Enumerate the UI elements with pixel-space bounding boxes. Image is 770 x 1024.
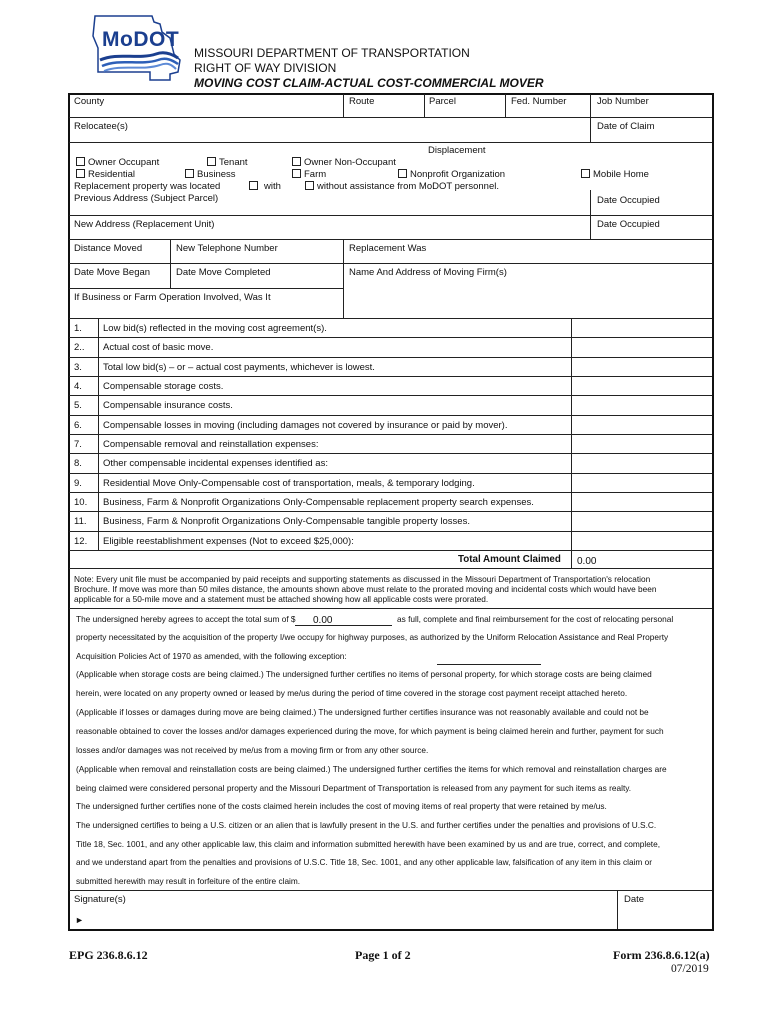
line-item-description: Residential Move Only-Compensable cost of transportation, meals, & temporary lodging. — [103, 477, 475, 489]
replacement-located-label: Replacement property was located — [74, 181, 221, 192]
job-number-label: Job Number — [597, 96, 649, 107]
agree-amount-value: 0.00 — [313, 615, 333, 626]
date-occupied-1-label: Date Occupied — [597, 195, 660, 206]
new-address-label: New Address (Replacement Unit) — [74, 219, 215, 230]
fed-number-label: Fed. Number — [511, 96, 567, 107]
line-item-number: 10. — [74, 496, 88, 508]
previous-address-label: Previous Address (Subject Parcel) — [74, 193, 219, 204]
line-item-number: 12. — [74, 535, 88, 547]
cert-line-15: submitted herewith may result in forfeiture of the entire claim. — [76, 876, 301, 886]
agree-prefix: The undersigned hereby agrees to accept the total sum of $ — [76, 614, 296, 624]
line-item-row — [69, 395, 712, 414]
parcel-label: Parcel — [429, 96, 456, 107]
line-item-description: Low bid(s) reflected in the moving cost agreement(s). — [103, 323, 327, 334]
exception-field[interactable] — [437, 664, 541, 665]
line-item-description: Compensable storage costs. — [103, 380, 224, 392]
agree-amount-field[interactable] — [295, 613, 392, 626]
business-farm-involved-label: If Business or Farm Operation Involved, Was It — [74, 292, 271, 303]
without-assistance-option[interactable]: without assistance from MoDOT personnel. — [305, 181, 499, 192]
nonprofit-option[interactable]: Nonprofit Organization — [398, 169, 505, 180]
cert-line-3: Acquisition Policies Act of 1970 as amended, with the following exception: — [76, 651, 347, 661]
line-item-amount-field[interactable] — [572, 319, 711, 336]
line-item-number: 3. — [74, 361, 82, 373]
total-amount-value[interactable]: 0.00 — [577, 556, 597, 567]
page-number: Page 1 of 2 — [355, 948, 411, 962]
tenant-checkbox[interactable] — [207, 157, 216, 166]
line-item-number: 2.. — [74, 342, 85, 354]
signature-field[interactable] — [90, 904, 615, 928]
cert-line-5: herein, were located on any property owned or leased by me/us during the period of time covered in the storage cost payment receipt attached hereto. — [76, 688, 628, 698]
line-item-row — [69, 453, 712, 472]
line-item-row — [69, 318, 712, 337]
distance-moved-label: Distance Moved — [74, 243, 143, 254]
cert-line-4: (Applicable when storage costs are being claimed.) The undersigned further certifies no items of personal property, for which storage costs are being claimed — [76, 669, 652, 679]
line-item-description: Business, Farm & Nonprofit Organizations Only-Compensable replacement property search expenses. — [103, 496, 534, 508]
line-item-description: Compensable losses in moving (including damages not covered by insurance or paid by mover). — [103, 419, 508, 431]
tenant-option[interactable]: Tenant — [207, 157, 248, 168]
line-item-number: 1. — [74, 323, 82, 334]
line-item-amount-field[interactable] — [572, 358, 711, 375]
relocatees-label: Relocatee(s) — [74, 121, 128, 132]
moving-firm-label: Name And Address of Moving Firm(s) — [349, 267, 507, 278]
logo-text: MoDOT — [102, 28, 180, 51]
division-name: RIGHT OF WAY DIVISION — [194, 61, 337, 75]
form-number: Form 236.8.6.12(a) — [613, 948, 710, 962]
line-item-amount-field[interactable] — [572, 338, 711, 355]
owner-occupant-checkbox[interactable] — [76, 157, 85, 166]
line-item-description: Other compensable incidental expenses identified as: — [103, 458, 328, 470]
without-checkbox[interactable] — [305, 181, 314, 190]
line-item-amount-field[interactable] — [572, 454, 711, 471]
cert-line-14: and we understand apart from the penalties and provisions of U.S.C. Title 18, Sec. 1001, and any other applicable law, falsification of any item in this claim or — [76, 857, 653, 867]
line-item-row — [69, 473, 712, 492]
line-item-row — [69, 376, 712, 395]
date-move-began-label: Date Move Began — [74, 267, 151, 278]
line-item-description: Actual cost of basic move. — [103, 342, 214, 354]
line-item-row — [69, 492, 712, 511]
agree-suffix: as full, complete and final reimbursement for the cost of relocating personal — [397, 614, 674, 624]
agency-name: MISSOURI DEPARTMENT OF TRANSPORTATION — [194, 46, 470, 60]
mobile-home-checkbox[interactable] — [581, 169, 590, 178]
line-item-row — [69, 337, 712, 356]
line-item-description: Total low bid(s) – or – actual cost payments, whichever is lowest. — [103, 361, 375, 373]
footer-epg: EPG 236.8.6.12 — [69, 948, 148, 962]
signature-arrow-icon: ► — [75, 915, 84, 925]
date-of-claim-label: Date of Claim — [597, 121, 655, 132]
cert-line-7: reasonable obtained to cover the losses and/or damages experienced during the move, for which payment is being claimed herein and further, payment for such — [76, 726, 664, 736]
line-item-row — [69, 434, 712, 453]
cert-line-6: (Applicable if losses or damages during move are being claimed.) The undersigned further certifies insurance was not reasonably available and could not be — [76, 707, 649, 717]
business-checkbox[interactable] — [185, 169, 194, 178]
line-item-amount-field[interactable] — [572, 435, 711, 452]
line-item-number: 6. — [74, 419, 82, 431]
date-move-completed-label: Date Move Completed — [176, 267, 271, 278]
line-item-amount-field[interactable] — [572, 396, 711, 413]
replacement-was-label: Replacement Was — [349, 243, 427, 254]
line-item-divider — [69, 550, 712, 551]
owner-non-occupant-option[interactable]: Owner Non-Occupant — [292, 157, 396, 168]
line-item-number: 5. — [74, 400, 82, 412]
form-title: MOVING COST CLAIM-ACTUAL COST-COMMERCIAL MOVER — [194, 76, 544, 90]
line-item-description: Eligible reestablishment expenses (Not to exceed $25,000): — [103, 535, 354, 547]
with-option[interactable]: with — [249, 181, 281, 192]
line-item-row — [69, 415, 712, 434]
modot-logo — [90, 14, 185, 86]
line-item-description: Compensable insurance costs. — [103, 400, 233, 412]
residential-option[interactable]: Residential — [76, 169, 135, 180]
date-label: Date — [624, 894, 645, 905]
note-line-3: applicable for a 50-mile move and a statement must be attached showing how all applicable costs were prorated. — [74, 594, 489, 604]
line-item-amount-field[interactable] — [572, 532, 711, 549]
cert-line-12: The undersigned certifies to being a U.S. citizen or an alien that is lawfully present in the U.S. and further certifies under the penalties and provisions of U.S.C. — [76, 820, 657, 830]
line-item-number: 7. — [74, 438, 82, 450]
signature-date-field[interactable] — [620, 906, 710, 928]
owner-non-occupant-checkbox[interactable] — [292, 157, 301, 166]
farm-option[interactable]: Farm — [292, 169, 326, 180]
line-item-number: 9. — [74, 477, 82, 489]
business-option[interactable]: Business — [185, 169, 236, 180]
signature-label: Signature(s) — [74, 894, 126, 905]
line-item-amount-field[interactable] — [572, 377, 711, 394]
cert-line-10: being claimed were considered personal property and the Missouri Department of Transportation is released from any payment for such items as realty. — [76, 783, 632, 793]
line-item-number: 4. — [74, 380, 82, 392]
total-amount-label: Total Amount Claimed — [458, 554, 561, 565]
cert-line-13: Title 18, Sec. 1001, and any other applicable law, this claim and information submitted herewith have been examined by us and are true, correct, and complete, — [76, 839, 661, 849]
new-telephone-label: New Telephone Number — [176, 243, 278, 254]
residential-checkbox[interactable] — [76, 169, 85, 178]
cert-line-11: The undersigned further certifies none of the costs claimed herein includes the cost of moving items of real property that were retained by me/us. — [76, 801, 607, 811]
cert-line-9: (Applicable when removal and reinstallation costs are being claimed.) The undersigned further certifies the items for which removal and reinstallation charges are — [76, 764, 667, 774]
farm-checkbox[interactable] — [292, 169, 301, 178]
county-label: County — [74, 96, 105, 107]
line-item-amount-field[interactable] — [572, 512, 711, 529]
line-item-amount-field[interactable] — [572, 416, 711, 433]
line-item-row — [69, 511, 712, 530]
mobile-home-option[interactable]: Mobile Home — [581, 169, 649, 180]
line-item-amount-field[interactable] — [572, 493, 711, 510]
owner-occupant-option[interactable]: Owner Occupant — [76, 157, 159, 168]
note-line-2: Brochure. If move was more than 50 miles distance, the amounts shown above must relate to the prorated moving and incidental costs which would have been — [74, 584, 657, 594]
line-item-number: 11. — [74, 516, 87, 528]
note-line-1: Note: Every unit file must be accompanied by paid receipts and supporting statements as discussed in the Missouri Department of Transportation's relocation — [74, 574, 651, 584]
line-item-description: Compensable removal and reinstallation expenses: — [103, 438, 319, 450]
line-item-row — [69, 531, 712, 550]
with-checkbox[interactable] — [249, 181, 258, 190]
route-label: Route — [349, 96, 375, 107]
line-item-row — [69, 357, 712, 376]
line-item-number: 8. — [74, 458, 82, 470]
displacement-label: Displacement — [428, 145, 486, 156]
date-occupied-2-label: Date Occupied — [597, 219, 660, 230]
nonprofit-checkbox[interactable] — [398, 169, 407, 178]
cert-line-8: losses and/or damages was not received by me/us from a moving firm or from any other source. — [76, 745, 429, 755]
cert-line-2: property necessitated by the acquisition of the property I/we occupy for highway purposes, as authorized by the Uniform Relocation Assistance and Real Property — [76, 632, 669, 642]
line-item-amount-field[interactable] — [572, 474, 711, 491]
line-item-description: Business, Farm & Nonprofit Organizations Only-Compensable tangible property losses. — [103, 516, 470, 528]
form-date: 07/2019 — [671, 963, 709, 975]
